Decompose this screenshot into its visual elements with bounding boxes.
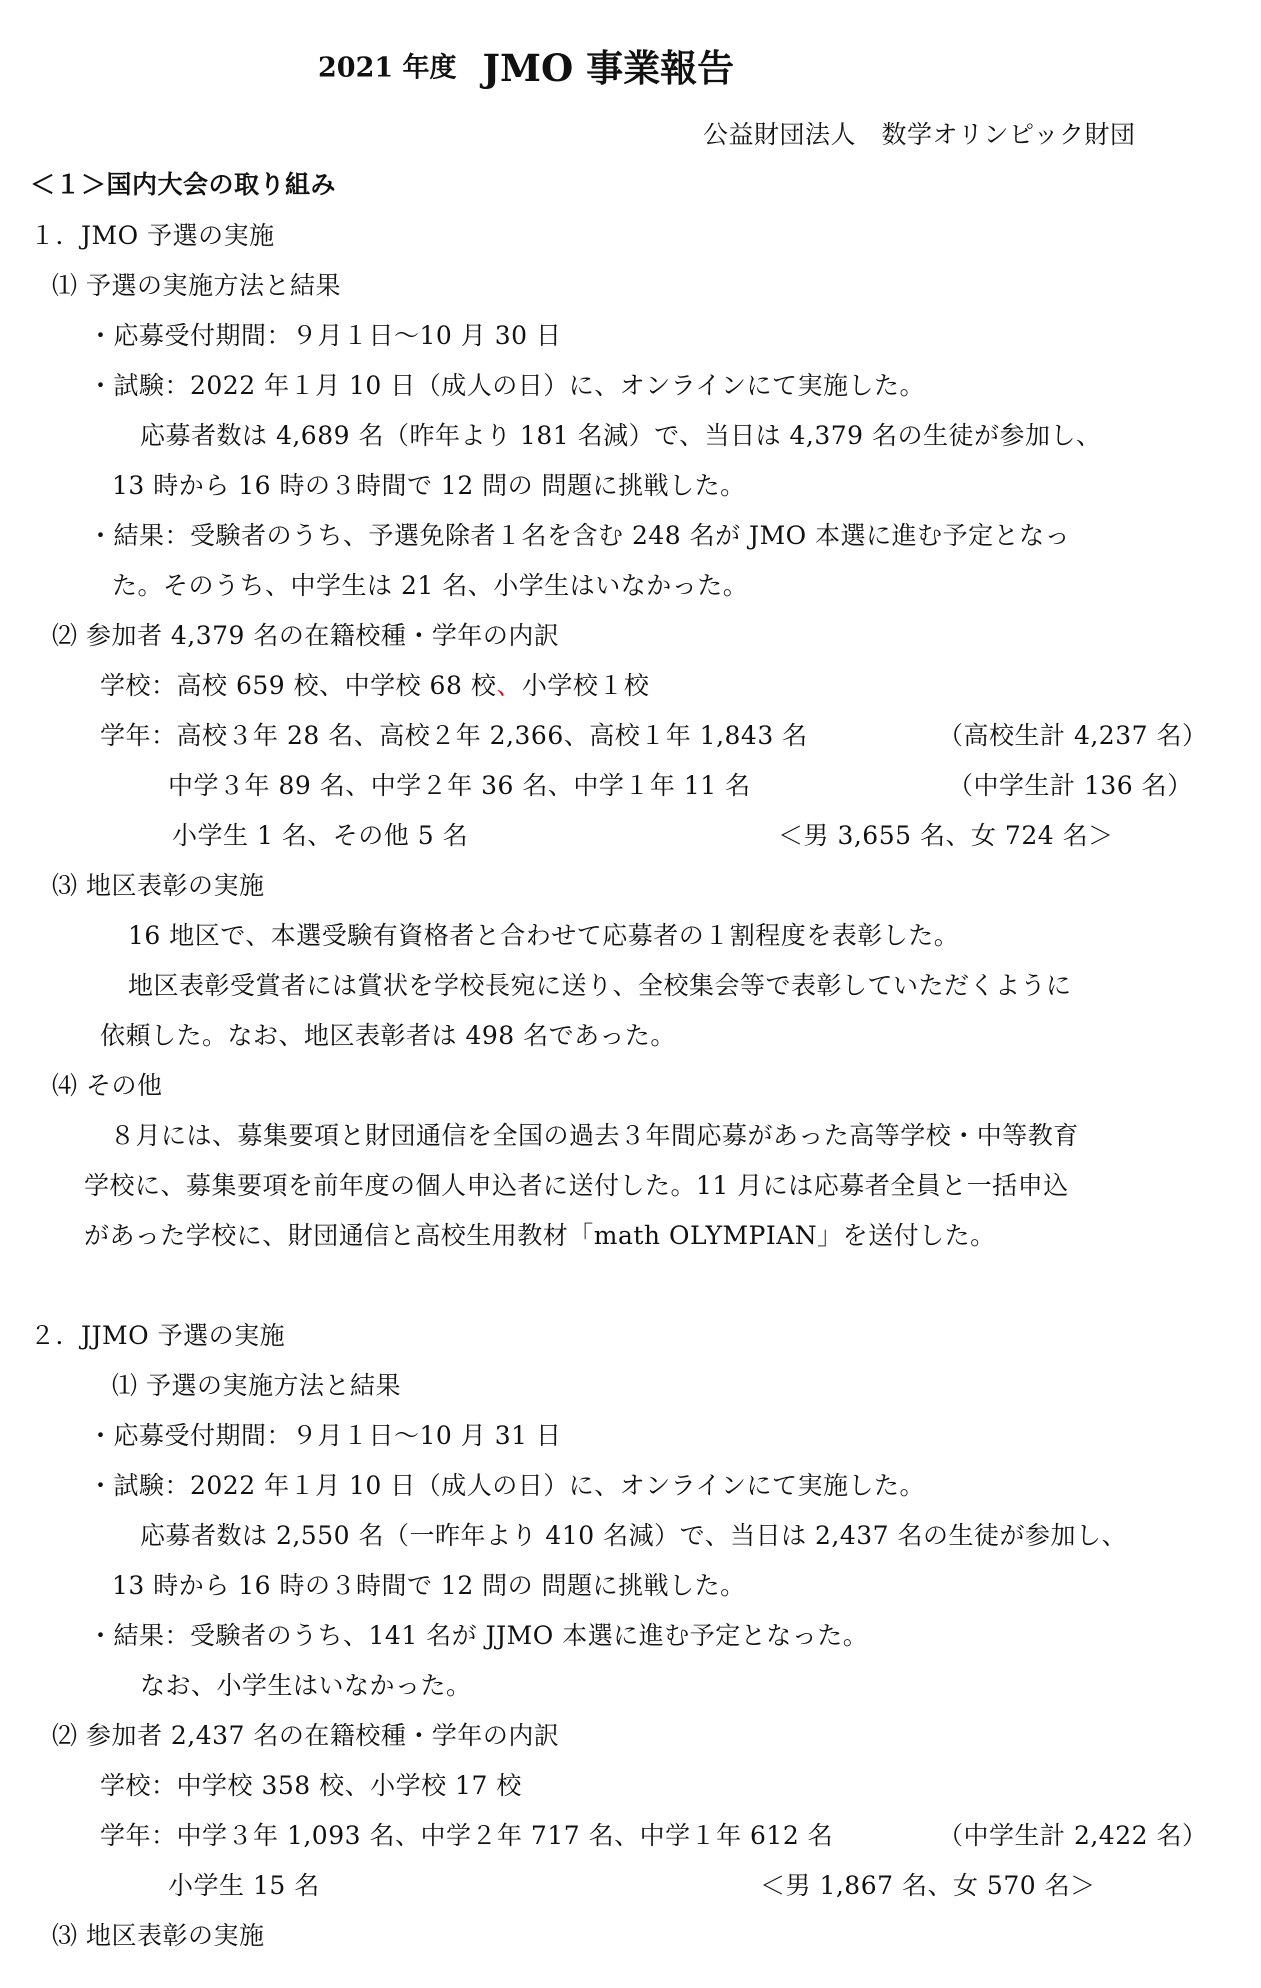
jmo-sub4-text-1: ８月には、募集要項と財団通信を全国の過去３年間応募があった高等学校・中等教育 — [110, 1121, 1079, 1150]
jjmo-exam-detail-1: 応募者数は 2,550 名（一昨年より 410 名減）で、当日は 2,437 名の生徒が参加し、 — [140, 1521, 1128, 1550]
jmo-sub3-heading: ⑶ 地区表彰の実施 — [52, 871, 265, 900]
jjmo-heading: ２．JJMO 予選の実施 — [30, 1321, 286, 1350]
title-main: JMO 事業報告 — [482, 46, 735, 90]
jjmo-grades-1: 学年：中学３年 1,093 名、中学２年 717 名、中学１年 612 名 — [100, 1821, 834, 1850]
jmo-sub4-text-3: があった学校に、財団通信と高校生用教材「math OLYMPIAN」を送付した。 — [84, 1221, 996, 1250]
title-year: 2021 年度 — [318, 52, 457, 84]
jmo-result-1: ・結果：受験者のうち、予選免除者１名を含む 248 名が JMO 本選に進む予定となっ — [88, 521, 1071, 550]
jjmo-grades-1-total: （中学生計 2,422 名） — [938, 1821, 1208, 1850]
section-heading: ＜１＞国内大会の取り組み — [30, 170, 337, 199]
jmo-schools-b: 小学校１校 — [521, 671, 650, 700]
jmo-exam-detail-2: 13 時から 16 時の３時間で 12 問の 問題に挑戦した。 — [112, 471, 746, 500]
jmo-grades-2-total: （中学生計 136 名） — [948, 771, 1193, 800]
jmo-sub1-heading: ⑴ 予選の実施方法と結果 — [52, 271, 341, 300]
jjmo-period: ・応募受付期間：９月１日〜10 月 31 日 — [88, 1421, 562, 1450]
jjmo-exam: ・試験：2022 年１月 10 日（成人の日）に、オンラインにて実施した。 — [88, 1471, 926, 1500]
jmo-grades-2: 中学３年 89 名、中学２年 36 名、中学１年 11 名 — [168, 771, 751, 800]
jjmo-grades-2: 小学生 15 名 — [168, 1871, 320, 1900]
organization-name: 公益財団法人 数学オリンピック財団 — [703, 120, 1136, 149]
jjmo-sub2-heading: ⑵ 参加者 2,437 名の在籍校種・学年の内訳 — [52, 1721, 560, 1750]
jmo-schools — [100, 670, 649, 702]
document-title — [318, 38, 734, 92]
jmo-sub4-heading: ⑷ その他 — [52, 1071, 163, 1100]
jmo-result-2: た。そのうち、中学生は 21 名、小学生はいなかった。 — [112, 571, 749, 600]
jmo-schools-comma: 、 — [496, 671, 522, 700]
jmo-grades-1: 学年：高校３年 28 名、高校２年 2,366、高校１年 1,843 名 — [100, 721, 808, 750]
jjmo-result-1: ・結果：受験者のうち、141 名が JJMO 本選に進む予定となった。 — [88, 1621, 869, 1650]
jmo-sub3-text-3: 依頼した。なお、地区表彰者は 498 名であった。 — [100, 1021, 676, 1050]
jmo-grades-3: 小学生 1 名、その他 5 名 — [172, 821, 469, 850]
jjmo-schools: 学校：中学校 358 校、小学校 17 校 — [100, 1771, 522, 1800]
jmo-sub3-text-2: 地区表彰受賞者には賞状を学校長宛に送り、全校集会等で表彰していただくように — [128, 971, 1072, 1000]
jmo-sub3-text-1: 16 地区で、本選受験有資格者と合わせて応募者の１割程度を表彰した。 — [128, 921, 960, 950]
jmo-period: ・応募受付期間：９月１日〜10 月 30 日 — [88, 321, 562, 350]
jmo-schools-a: 学校：高校 659 校、中学校 68 校 — [100, 671, 497, 700]
jmo-heading: １．JMO 予選の実施 — [30, 221, 275, 250]
jmo-exam: ・試験：2022 年１月 10 日（成人の日）に、オンラインにて実施した。 — [88, 371, 926, 400]
jjmo-gender: ＜男 1,867 名、女 570 名＞ — [760, 1871, 1096, 1900]
jjmo-sub3-heading: ⑶ 地区表彰の実施 — [52, 1921, 265, 1950]
jjmo-exam-detail-2: 13 時から 16 時の３時間で 12 問の 問題に挑戦した。 — [112, 1571, 746, 1600]
jmo-sub2-heading: ⑵ 参加者 4,379 名の在籍校種・学年の内訳 — [52, 621, 560, 650]
jmo-grades-1-total: （高校生計 4,237 名） — [938, 721, 1208, 750]
jmo-gender: ＜男 3,655 名、女 724 名＞ — [778, 821, 1114, 850]
jmo-sub4-text-2: 学校に、募集要項を前年度の個人申込者に送付した。11 月には応募者全員と一括申込 — [84, 1171, 1069, 1200]
jjmo-result-2: なお、小学生はいなかった。 — [140, 1671, 472, 1700]
jjmo-sub1-heading: ⑴ 予選の実施方法と結果 — [112, 1371, 401, 1400]
jmo-exam-detail-1: 応募者数は 4,689 名（昨年より 181 名減）で、当日は 4,379 名の生徒が参加し、 — [140, 421, 1102, 450]
